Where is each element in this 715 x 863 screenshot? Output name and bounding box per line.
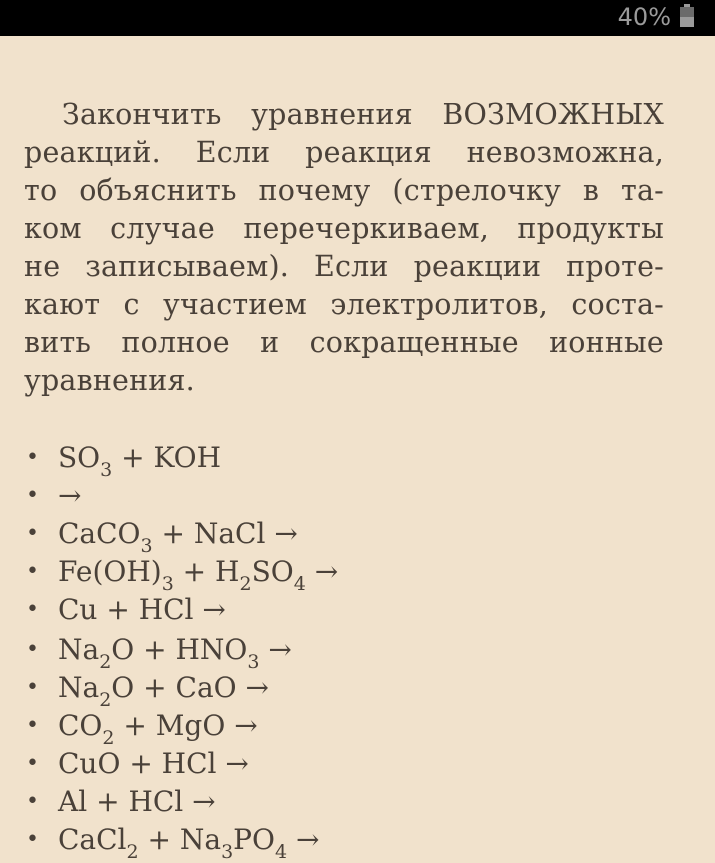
reaction-formula xyxy=(58,631,292,673)
formula-text: O + CaO → xyxy=(111,671,269,704)
bullet-icon: • xyxy=(26,751,39,776)
formula-text: + Na xyxy=(138,823,222,856)
formula-text: → xyxy=(259,633,292,666)
formula-subscript: 2 xyxy=(102,727,115,749)
reaction-item xyxy=(0,553,715,595)
formula-text: + MgO → xyxy=(114,709,258,742)
formula-subscript: 4 xyxy=(293,573,306,595)
bullet-icon: • xyxy=(26,483,39,508)
reaction-item xyxy=(0,439,715,481)
formula-subscript: 3 xyxy=(247,651,260,673)
task-line: то объяснить почему (стрелочку в та- xyxy=(24,174,664,207)
formula-text: Al + HCl → xyxy=(58,785,216,818)
reaction-item xyxy=(0,745,715,783)
formula-subscript: 2 xyxy=(99,689,112,711)
task-line: кают с участием электролитов, соста- xyxy=(24,288,664,321)
reaction-item xyxy=(0,477,715,515)
formula-text: O + HNO xyxy=(111,633,248,666)
formula-subscript: 3 xyxy=(140,535,153,557)
task-line: ком случае перечеркиваем, продукты xyxy=(24,212,664,245)
bullet-icon: • xyxy=(26,713,39,738)
reaction-formula xyxy=(58,783,216,821)
reaction-formula xyxy=(58,707,258,749)
task-paragraph xyxy=(24,96,664,400)
bullet-icon: • xyxy=(26,597,39,622)
formula-text: → xyxy=(58,479,82,512)
reaction-formula xyxy=(58,821,320,863)
task-line: Закончить уравнения ВОЗМОЖНЫХ xyxy=(62,98,664,131)
formula-text: Fe(OH) xyxy=(58,555,162,588)
task-line: не записываем). Если реакции проте- xyxy=(24,250,664,283)
formula-text: CaCl xyxy=(58,823,127,856)
formula-text: CaCO xyxy=(58,517,141,550)
task-line: реакций. Если реакция невозможна, xyxy=(24,136,664,169)
task-line: вить полное и сокращенные ионные xyxy=(24,326,664,359)
formula-text: + NaCl → xyxy=(152,517,298,550)
reaction-item xyxy=(0,707,715,749)
formula-text: PO xyxy=(233,823,275,856)
reaction-item xyxy=(0,821,715,863)
formula-subscript: 2 xyxy=(99,651,112,673)
formula-text: + KOH xyxy=(112,441,222,474)
formula-text: CuO + HCl → xyxy=(58,747,249,780)
bullet-icon: • xyxy=(26,827,39,852)
reaction-formula xyxy=(58,745,249,783)
reaction-item xyxy=(0,631,715,673)
formula-text: Cu + HCl → xyxy=(58,593,226,626)
reaction-item xyxy=(0,783,715,821)
reaction-formula xyxy=(58,591,226,629)
battery-percentage: 40% xyxy=(617,3,671,31)
battery-icon xyxy=(679,4,695,28)
reaction-item xyxy=(0,515,715,557)
reaction-formula xyxy=(58,439,222,481)
formula-subscript: 2 xyxy=(126,841,139,863)
reaction-formula xyxy=(58,669,269,711)
formula-text: Na xyxy=(58,633,100,666)
task-line: уравнения. xyxy=(24,364,195,397)
formula-text: CO xyxy=(58,709,103,742)
reaction-formula xyxy=(58,515,298,557)
reaction-item xyxy=(0,669,715,711)
bullet-icon: • xyxy=(26,675,39,700)
status-bar xyxy=(0,0,715,36)
formula-text: Na xyxy=(58,671,100,704)
formula-subscript: 2 xyxy=(239,573,252,595)
formula-text: SO xyxy=(251,555,294,588)
formula-text: → xyxy=(305,555,339,588)
reader-page xyxy=(0,36,715,863)
bullet-icon: • xyxy=(26,637,39,662)
formula-text: SO xyxy=(58,441,101,474)
bullet-icon: • xyxy=(26,521,39,546)
formula-subscript: 4 xyxy=(274,841,288,863)
formula-subscript: 3 xyxy=(100,459,113,481)
bullet-icon: • xyxy=(26,445,39,470)
formula-text: → xyxy=(287,823,320,856)
reaction-formula xyxy=(58,477,81,515)
formula-subscript: 3 xyxy=(161,573,174,595)
bullet-icon: • xyxy=(26,559,39,584)
reaction-formula xyxy=(58,553,339,595)
formula-text: + H xyxy=(173,555,240,588)
reaction-item xyxy=(0,591,715,629)
formula-subscript: 3 xyxy=(221,841,234,863)
bullet-icon: • xyxy=(26,789,39,814)
